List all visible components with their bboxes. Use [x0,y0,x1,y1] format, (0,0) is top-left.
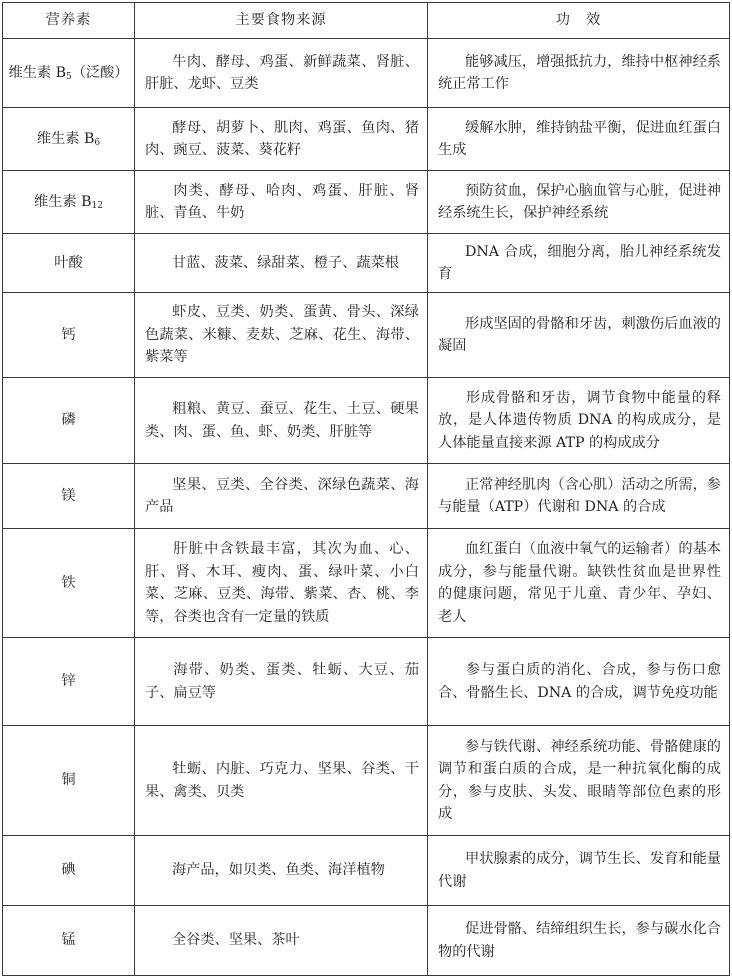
table-body [3,39,730,976]
effects-cell [428,108,730,171]
nutrient-name-cell [3,171,135,234]
food-sources-cell [135,726,428,836]
nutrient-name-suffix: （泛酸） [71,64,129,81]
nutrient-name: 磷 [61,412,76,429]
food-sources-cell [135,171,428,234]
nutrient-name-cell [3,906,135,976]
food-sources-text: 甘蓝、菠菜、绿甜菜、橙子、蔬菜根 [171,254,399,271]
table-row [3,39,730,108]
effects-cell [428,638,730,726]
nutrient-name: 镁 [61,487,76,504]
food-sources-cell [135,293,428,378]
effects-text: 参与蛋白质的消化、合成，参与伤口愈合、骨骼生长、DNA 的合成，调节免疫功能 [438,662,721,701]
effects-text: 参与铁代谢、神经系统功能、骨骼健康的调节和蛋白质的合成，是一种抗氧化酶的成分，参与皮肤、头发、眼睛等部位色素的形成 [438,738,721,822]
effects-text: 正常神经肌肉（含心肌）活动之所需，参与能量（ATP）代谢和 DNA 的合成 [438,476,721,515]
food-sources-cell [135,108,428,171]
food-sources-cell [135,529,428,638]
table-row [3,171,730,234]
effects-cell [428,906,730,976]
nutrient-name-cell [3,378,135,464]
food-sources-text: 海带、奶类、蛋类、牡蛎、大豆、茄子、扁豆等 [145,662,419,701]
food-sources-text: 粗粮、黄豆、蚕豆、花生、土豆、硬果类、肉、蛋、鱼、虾、奶类、肝脏等 [145,401,419,440]
nutrient-name-cell [3,234,135,293]
nutrient-name-subscript: 5 [66,71,72,82]
nutrient-name-cell [3,836,135,906]
table-row [3,293,730,378]
effects-text: 预防贫血，保护心脑血管与心脏，促进神经系统生长，保护神经系统 [438,182,721,221]
table-row [3,464,730,529]
effects-text: 缓解水肿，维持钠盐平衡，促进血红蛋白生成 [438,119,721,158]
nutrient-name-cell [3,638,135,726]
effects-cell [428,836,730,906]
food-sources-cell [135,638,428,726]
food-sources-text: 肉类、酵母、哈肉、鸡蛋、肝脏、肾脏、青鱼、牛奶 [145,182,419,221]
food-sources-cell [135,378,428,464]
nutrient-name-cell [3,726,135,836]
nutrient-name: 维生素 B [8,64,66,81]
nutrient-name: 维生素 B [36,130,95,147]
header-row [3,3,730,39]
effects-cell [428,39,730,108]
food-sources-text: 牛肉、酵母、鸡蛋、新鲜蔬菜、肾脏、肝脏、龙虾、豆类 [145,53,419,92]
table-row [3,378,730,464]
food-sources-text: 肝脏中含铁最丰富，其次为血、心、肝、肾、木耳、瘦肉、蛋、绿叶菜、小白菜、芝麻、豆类、海带、紫菜、杏、桃、李等，谷类也含有一定量的铁质 [145,541,419,625]
table-row [3,906,730,976]
effects-text: DNA 合成，细胞分离，胎儿神经系统发育 [438,243,721,282]
nutrient-name-cell [3,39,135,108]
table-row [3,234,730,293]
food-sources-text: 海产品，如贝类、鱼类、海洋植物 [171,862,385,879]
table-row [3,638,730,726]
table-row [3,108,730,171]
header-effects: 功 效 [428,3,730,39]
food-sources-cell [135,836,428,906]
header-nutrient: 营养素 [3,3,135,39]
nutrient-name: 铁 [61,574,76,591]
nutrient-name: 铜 [61,772,76,789]
header-food-sources: 主要食物来源 [135,3,428,39]
food-sources-cell [135,906,428,976]
nutrient-name-cell [3,293,135,378]
effects-text: 形成骨骼和牙齿，调节食物中能量的释放，是人体遗传物质 DNA 的构成成分，是人体能量直接来源 ATP 的构成成分 [438,389,721,451]
effects-text: 促进骨骼、结缔组织生长，参与碳水化合物的代谢 [438,921,721,960]
effects-cell [428,378,730,464]
food-sources-text: 虾皮、豆类、奶类、蛋黄、骨头、深绿色蔬菜、米糠、麦麸、芝麻、花生、海带、紫菜等 [145,304,419,366]
nutrient-name-cell [3,529,135,638]
effects-text: 甲状腺素的成分，调节生长、发育和能量代谢 [438,851,721,890]
effects-text: 形成坚固的骨骼和牙齿，刺激伤后血液的凝固 [438,315,721,354]
nutrient-name: 锰 [61,932,76,949]
food-sources-text: 酵母、胡萝卜、肌肉、鸡蛋、鱼肉、猪肉、豌豆、菠菜、葵花籽 [145,119,419,158]
nutrient-name-cell [3,464,135,529]
table-row [3,836,730,906]
nutrient-name-subscript: 6 [94,137,101,148]
nutrient-name: 钙 [61,326,76,343]
effects-cell [428,234,730,293]
food-sources-text: 坚果、豆类、全谷类、深绿色蔬菜、海产品 [145,476,419,515]
table-row [3,529,730,638]
nutrient-name: 叶酸 [54,254,83,271]
food-sources-cell [135,39,428,108]
effects-cell [428,726,730,836]
food-sources-cell [135,234,428,293]
table-row [3,726,730,836]
nutrient-name: 锌 [61,673,76,690]
nutrient-name: 维生素 B [34,193,92,210]
effects-cell [428,171,730,234]
nutrient-name-subscript: 12 [91,200,103,211]
effects-text: 能够减压，增强抵抗力，维持中枢神经系统正常工作 [438,53,721,92]
effects-cell [428,293,730,378]
effects-cell [428,529,730,638]
nutrient-name-cell [3,108,135,171]
nutrient-table [2,2,730,976]
effects-text: 血红蛋白（血液中氧气的运输者）的基本成分，参与能量代谢。缺铁性贫血是世界性的健康问题，常见于儿童、青少年、孕妇、老人 [438,541,721,625]
effects-cell [428,464,730,529]
food-sources-text: 牡蛎、内脏、巧克力、坚果、谷类、干果、禽类、贝类 [145,761,419,800]
nutrient-name: 碘 [61,862,76,879]
food-sources-text: 全谷类、坚果、茶叶 [171,932,300,949]
food-sources-cell [135,464,428,529]
